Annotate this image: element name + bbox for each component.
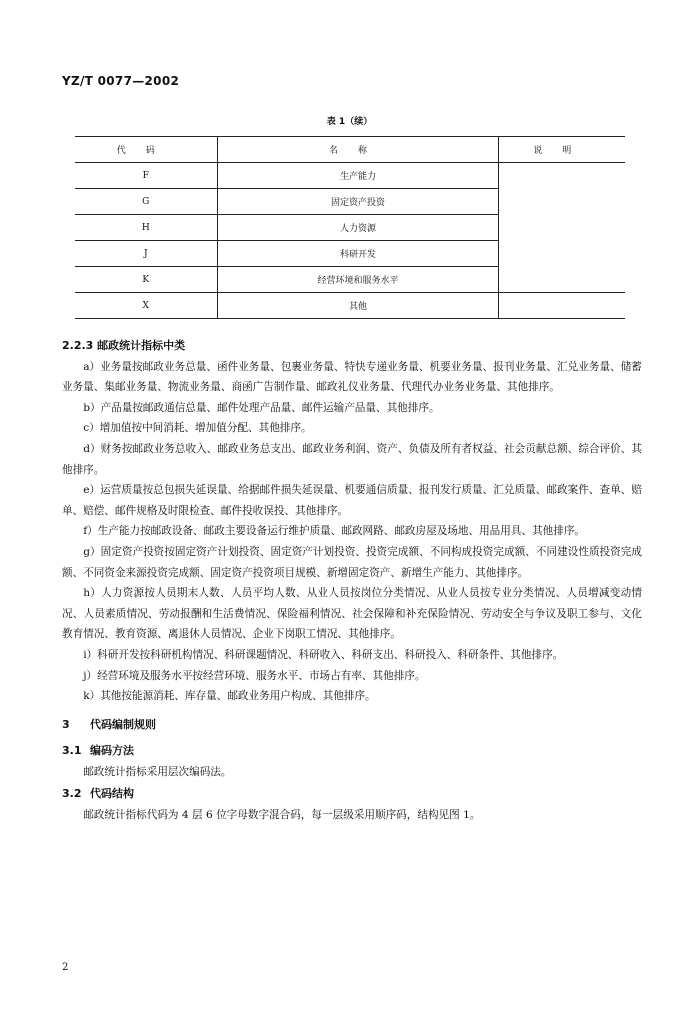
section-number: 3.1 (62, 744, 82, 758)
row-code: K (75, 267, 217, 293)
row-code: H (75, 215, 217, 241)
list-item-c: c）增加值按中间消耗、增加值分配、其他排序。 (83, 422, 312, 435)
row-note (499, 267, 625, 293)
list-item-h: h）人力资源按人员期末人数、人员平均人数、从业人员按岗位分类情况、从业人员按专业分类情况、人员增减变动情况、人员素质情况、劳动报酬和生活费情况、保险福利情况、社会保障和补充保险情况、劳动安全与争议及职工参与、文化教育情况、教育资源、离退休人员情况、企业下岗职工情况、其他排序。 (62, 587, 642, 641)
row-name: 经营环境和服务水平 (217, 267, 499, 293)
header-code: 代码 (75, 137, 217, 163)
header-note: 说明 (499, 137, 625, 163)
row-name: 人力资源 (217, 215, 499, 241)
section-title: 邮政统计指标中类 (97, 339, 186, 352)
standard-code: YZ/T 0077—2002 (62, 74, 180, 88)
table-row (75, 215, 625, 241)
list-item-d: d）财务按邮政业务总收入、邮政业务总支出、邮政业务利润、资产、负债及所有者权益、社会贡献总额、综合评价、其他排序。 (62, 442, 642, 476)
row-code: F (75, 163, 217, 189)
table-row (75, 267, 625, 293)
header-name: 名称 (217, 137, 499, 163)
row-name: 其他 (217, 293, 499, 319)
row-note (499, 163, 625, 189)
table-row (75, 241, 625, 267)
page-number: 2 (62, 962, 69, 973)
row-code: X (75, 293, 217, 319)
list-item-j: j）经营环境及服务水平按经营环境、服务水平、市场占有率、其他排序。 (83, 669, 426, 682)
section-title: 代码编制规则 (90, 717, 156, 731)
row-name: 生产能力 (217, 163, 499, 189)
row-name: 固定资产投资 (217, 189, 499, 215)
list-item-e: e）运营质量按总包损失延误量、给据邮件损失延误量、机要通信质量、报刊发行质量、汇兑质量、邮政案件、查单、赔单、赔偿、邮件规格及时限检查、邮件投收误投、其他排序。 (62, 484, 642, 517)
row-note (499, 293, 625, 319)
list-item-a: a）业务量按邮政业务总量、函件业务量、包裹业务量、特快专递业务量、机要业务量、报刊业务量、汇兑业务量、储蓄业务量、集邮业务量、物流业务量、商函广告制作量、邮政礼仪业务量、代理代办业务业务量、其他排序。 (62, 360, 642, 394)
list-item-b: b）产品量按邮政通信总量、邮件处理产品量、邮件运输产品量、其他排序。 (83, 401, 440, 414)
list-item-g: g）固定资产投资按固定资产计划投资、固定资产计划投资、投资完成额、不同构成投资完成额、不同建设性质投资完成额、不同资金来源投资完成额、固定资产投资项目规模、新增固定资产、新增生产能力、其他排序。 (62, 545, 642, 579)
row-name: 科研开发 (217, 241, 499, 267)
section-title: 编码方法 (90, 744, 134, 758)
table-caption: 表 1（续） (326, 117, 373, 127)
section-number: 3 (62, 717, 70, 731)
row-note (499, 215, 625, 241)
list-item-f: f）生产能力按邮政设备、邮政主要设备运行维护质量、邮政网路、邮政房屋及场地、用品用具、其他排序。 (83, 525, 586, 538)
table-row (75, 189, 625, 215)
table-row (75, 163, 625, 189)
section-3-2-text: 邮政统计指标代码为 4 层 6 位字母数字混合码，每一层级采用顺序码，结构见图 1。 (83, 809, 481, 822)
section-3-1-text: 邮政统计指标采用层次编码法。 (83, 765, 232, 778)
section-title: 代码结构 (90, 787, 134, 801)
table-row (75, 293, 625, 319)
section-number: 3.2 (62, 787, 82, 801)
section-heading-3-2 (62, 784, 642, 805)
section-heading-3-1 (62, 741, 642, 762)
list-item-i: i）科研开发按科研机构情况、科研课题情况、科研收入、科研支出、科研投入、科研条件、其他排序。 (83, 648, 564, 661)
body-text (62, 336, 642, 826)
code-table (75, 136, 625, 319)
table-header-row (75, 137, 625, 163)
list-item-k: k）其他按能源消耗、库存量、邮政业务用户构成、其他排序。 (83, 690, 376, 703)
row-note (499, 189, 625, 215)
section-heading-2-2-3 (62, 336, 642, 357)
section-number: 2.2.3 (62, 339, 94, 352)
section-heading-3 (62, 715, 642, 736)
row-code: G (75, 189, 217, 215)
row-code: J (75, 241, 217, 267)
row-note (499, 241, 625, 267)
